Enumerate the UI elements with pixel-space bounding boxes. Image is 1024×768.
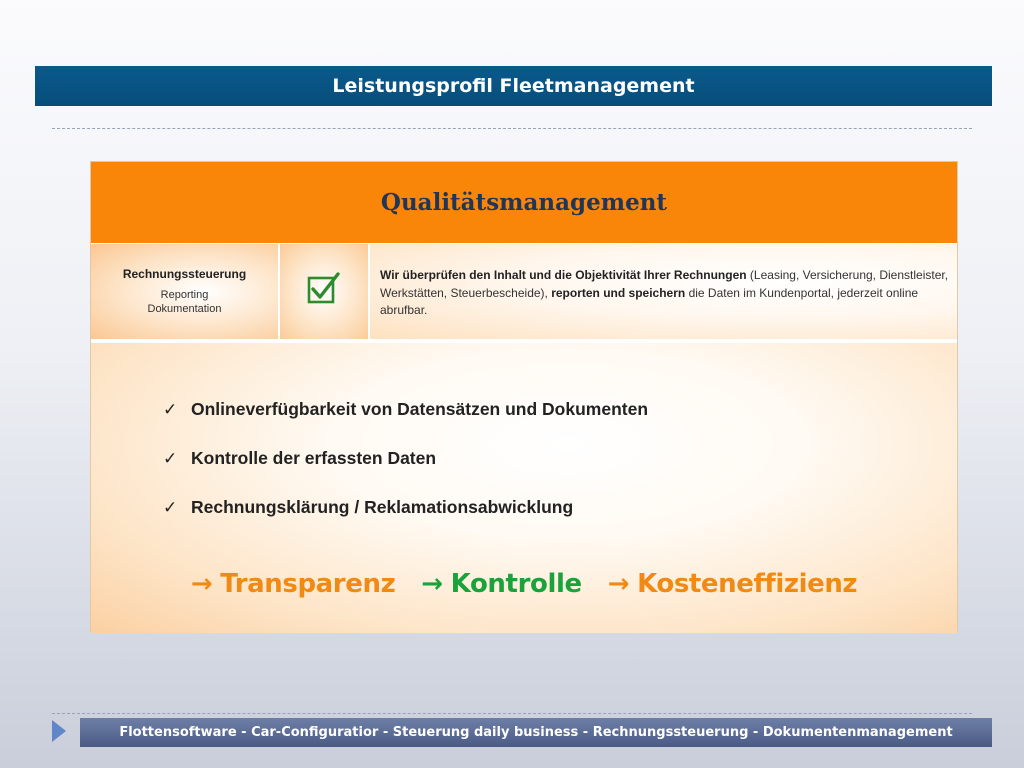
desc-text-1: (Leasing, Versicherung, Dienstleister, Werkstätten, Steuerbescheide), bbox=[380, 268, 949, 300]
checked-box-icon bbox=[307, 272, 341, 306]
row-check-cell bbox=[280, 244, 370, 339]
row-sublabel-documentation: Dokumentation bbox=[147, 303, 222, 315]
row-description bbox=[380, 267, 950, 320]
section-heading: Qualitätsmanagement bbox=[380, 189, 668, 216]
page-title: Leistungsprofil Fleetmanagement bbox=[332, 75, 695, 97]
divider-top bbox=[52, 128, 972, 129]
row-sublabels bbox=[91, 288, 278, 316]
footer-bar bbox=[80, 718, 992, 747]
slogan-control: → Kontrolle bbox=[421, 569, 582, 599]
check-icon: ✓ bbox=[163, 448, 178, 469]
right-arrow-icon: → bbox=[607, 569, 630, 599]
check-icon: ✓ bbox=[163, 497, 178, 518]
bullet-item bbox=[163, 497, 573, 518]
row-label: Rechnungssteuerung bbox=[122, 267, 247, 281]
footer-text: Flottensoftware - Car-Configuratior - Steuerung daily business - Rechnungssteuerung - Dokumentenmanagement bbox=[119, 725, 953, 740]
bullet-item bbox=[163, 399, 648, 420]
slogan-cost-efficiency: → Kosteneffizienz bbox=[607, 569, 858, 599]
divider-bottom bbox=[52, 713, 972, 714]
row-label-cell bbox=[91, 244, 280, 339]
desc-bold-1: Wir überprüfen den Inhalt und die Objektivität Ihrer Rechnungen bbox=[380, 268, 747, 282]
row-description-cell bbox=[370, 244, 957, 339]
benefits-area bbox=[91, 341, 957, 633]
slogan bbox=[91, 569, 957, 599]
bullet-text: Kontrolle der erfassten Daten bbox=[191, 448, 437, 468]
row-sublabel-reporting: Reporting bbox=[160, 289, 209, 301]
desc-bold-2: reporten und speichern bbox=[551, 285, 686, 300]
slogan-transparency: → Transparenz bbox=[190, 569, 396, 599]
bullet-text: Onlineverfügbarkeit von Datensätzen und Dokumenten bbox=[191, 399, 649, 419]
bullet-text: Rechnungsklärung / Reklamationsabwicklung bbox=[191, 497, 574, 517]
desc-text-2: die Daten im Kundenportal, jederzeit online abrufbar. bbox=[380, 285, 919, 317]
quality-panel bbox=[90, 161, 958, 632]
right-arrow-icon: → bbox=[190, 569, 213, 599]
triangle-play-icon[interactable] bbox=[52, 720, 66, 742]
page-title-bar bbox=[35, 66, 992, 106]
bullet-item bbox=[163, 448, 436, 469]
invoice-row bbox=[91, 244, 957, 339]
check-icon: ✓ bbox=[163, 399, 178, 420]
right-arrow-icon: → bbox=[421, 569, 443, 599]
section-header bbox=[91, 162, 957, 243]
